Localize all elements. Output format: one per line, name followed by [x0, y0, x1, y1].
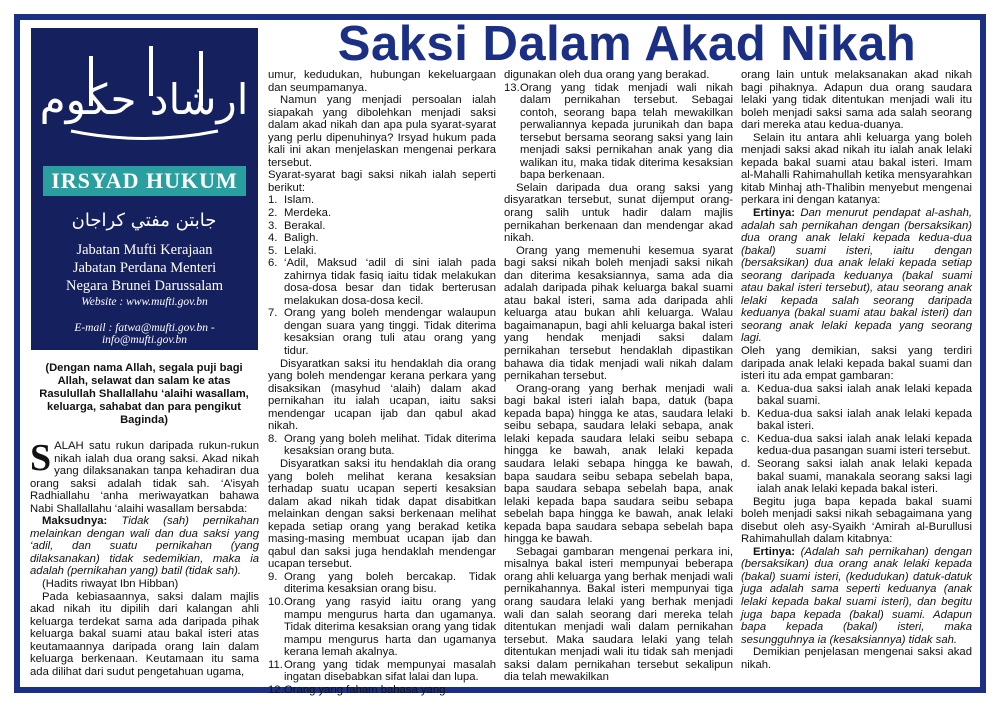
list-item-number: 6. [268, 257, 278, 270]
list-item-number: b. [741, 407, 751, 420]
list-item [268, 220, 496, 233]
list-item-text: Seorang saksi ialah anak lelaki kepada bakal suami, manakala seorang saksi lagi ialah anak lelaki kepada bakal isteri. [757, 457, 972, 496]
list-item-number: 5. [268, 244, 278, 257]
list-item [268, 232, 496, 245]
list-item-text: Orang yang rasyid iaitu orang yang mampu mengurus harta dan ugamanya. Tidak diterima kesaksian orang yang tidak mampu mengurus harta dan ugamanya kerana lemah akalnya. [284, 595, 496, 659]
list-item-text: Orang yang boleh melihat. Tidak diterima kesaksian orang buta. [284, 432, 496, 458]
list-item-text: Kedua-dua saksi ialah anak lelaki kepada kedua-dua pasangan suami isteri tersebut. [757, 432, 972, 458]
list-item-text: Kedua-dua saksi ialah anak lelaki kepada bakal isteri. [757, 407, 972, 433]
list-item-number: 10. [268, 595, 284, 608]
list-item-number: 1. [268, 194, 278, 207]
list-item [268, 207, 496, 220]
list-item [504, 82, 733, 182]
list-item [268, 571, 496, 596]
arabic-title-text: ارشاد حكوم [39, 75, 249, 124]
list-item-number: 13. [504, 81, 520, 94]
list-item [268, 659, 496, 684]
department-name: Jabatan Mufti Kerajaan Jabatan Perdana Menteri Negara Brunei Darussalam [65, 242, 224, 294]
drop-cap: S [30, 437, 52, 479]
list-item [268, 245, 496, 258]
bismillah-intro: (Dengan nama Allah, segala puji bagi Allah, selawat dan salam ke atas Rasulullah Shallallahu ‘alaihi wasallam, keluarga, sahabat dan para pengikut Baginda) [39, 362, 249, 426]
list-item-number: 8. [268, 432, 278, 445]
list-item-number: d. [741, 457, 751, 470]
list-item-text: ‘Adil, Maksud ‘adil di sini ialah pada zahirnya tidak fasiq iaitu tidak melakukan dosa-dosa besar dan tidak berterusan melakukan dosa-dosa kecil. [284, 257, 496, 307]
list-item-text: Orang yang faham bahasa yang [284, 683, 446, 696]
email-text: E-mail : fatwa@mufti.gov.bn - info@mufti.gov.bn [74, 322, 215, 346]
arabic-calligraphy-logo [39, 36, 249, 156]
list-item-text: Berakal. [284, 219, 326, 232]
arabic-subtitle-text: جابتن مفتي كراجان [71, 210, 217, 231]
list-item [268, 596, 496, 659]
list-item-text: Orang yang tidak mempunyai masalah ingatan disebabkan sifat lalai dan lupa. [284, 658, 496, 684]
column-1: SALAH satu rukun daripada rukun-rukun nikah ialah dua orang saksi. Akad nikah yang dilaksanakan tanpa kehadiran dua orang saksi adalah tidak sah. ‘A’isyah Radhiallahu ‘anha meriwayatkan bahawa Nabi Shallallahu ‘alaihi wasallam bersabda: Maksudnya: Tidak (sah) pernikahan melainkan dengan wali dan dua saksi yang ‘adil, dan suatu pernikahan (yang dilaksanakan) tidak sedemikian, maka ia adalah (pernikahan yang) batil (tidak sah). (Hadits riwayat Ibn Hibban) Pada kebiasaannya, saksi dalam majlis akad nikah itu dipilih dari kalangan ahli keluarga terdekat sama ada daripada pihak keluarga bakal suami atau bakal isteri atas keutamaannya daripada orang lain dalam keluarga berkenaan. Keutamaan itu sama ada dilihat dari sudut pengetahuan ugama, [30, 437, 259, 678]
list-item-number: 2. [268, 207, 278, 220]
list-item [268, 684, 496, 697]
list-item [268, 194, 496, 207]
list-item [268, 433, 496, 458]
list-item-text: Baligh. [284, 232, 319, 245]
irsyad-hukum-label: IRSYAD HUKUM [43, 166, 246, 196]
list-item-text: Lelaki. [284, 244, 317, 257]
list-item [741, 408, 972, 433]
list-item-number: 3. [268, 219, 278, 232]
list-item [268, 257, 496, 307]
website-text: Website : www.mufti.gov.bn [81, 296, 208, 308]
list-item-text: Islam. [284, 194, 315, 207]
list-item-text: Orang yang boleh mendengar walaupun dengan suara yang tinggi. Tidak diterima kesaksian orang tuli atau orang yang tidur. [284, 307, 496, 358]
list-item-text: Merdeka. [284, 207, 332, 220]
list-item [268, 307, 496, 357]
list-item [741, 433, 972, 458]
list-item [741, 383, 972, 408]
list-item-text: Orang yang boleh bercakap. Tidak diterima kesaksian orang bisu. [284, 570, 496, 596]
column-4: orang lain untuk melaksanakan akad nikah bagi pihaknya. Adapun dua orang saudara lelaki yang tidak ditentukan menjadi wali itu boleh menjadi saksi sama ada salah seorang dari mereka atau kedua-duanya. Selain itu antara ahli keluarga yang boleh menjadi saksi akad nikah itu ialah anak lelaki kepada bakal suami atau bakal isteri. Imam al-Mahalli Rahimahullah ketika mensyarahkan kitab Minhaj ath-Thalibin menyebut mengenai perkara ini dengan katanya: Ertinya: Dan menurut pendapat al-ashah, adalah sah pernikahan dengan (bersaksikan) dua orang anak lelaki kepada kedua-dua (bakal) suami isteri, iaitu dengan (bersaksikan) dua anak lelaki kepada setiap seorang daripada keduanya (bakal suami atau bakal isteri tersebut), atau seorang anak lelaki kepada salah seorang daripada keduanya (bakal suami atau bakal isteri) dan seorang anak lelaki kepada yang seorang lagi. Oleh yang demikian, saksi yang terdiri daripada anak lelaki kepada bakal suami dan isteri itu ada empat gambaran: a. Kedua-dua saksi ialah anak lelaki kepada bakal suami. b. Kedua-dua saksi ialah anak lelaki kepada bakal isteri. c. Kedua-dua saksi ialah anak lelaki kepada kedua-dua pasangan suami isteri tersebut. d. Seorang saksi ialah anak lelaki kepada bakal suami, manakala seorang saksi lagi ialah anak lelaki kepada bakal isteri. Begitu juga bapa kepada bakal suami boleh menjadi saksi nikah sebagaimana yang disebut oleh asy-Syaikh ‘Amirah al-Burullusi Rahimahullah dalam kitabnya: Ertinya: (Adalah sah pernikahan) dengan (bersaksikan) dua orang anak lelaki kepada (bakal) suami isteri, (kedudukan) datuk-datuk juga adalah sama seperti keduanya (anak lelaki kepada bakal suami isteri), dan begitu juga bapa kepada (bakal) suami. Adapun bapa kepada (bakal) isteri, maka sesungguhnya ia (kesaksiannya) tidak sah. Demikian penjelasan mengenai saksi akad nikah. [741, 69, 972, 671]
list-item-number: 7. [268, 307, 278, 320]
arabic-subtitle-logo [51, 200, 238, 240]
column-3: digunakan oleh dua orang yang berakad. 13. Orang yang tidak menjadi wali nikah dalam pernikahan tersebut. Sebagai contoh, seorang bapa telah mewakilkan perwaliannya kepada jurunikah dan bapa tersebut bersama seorang saksi yang lain menjadi saksi pernikahan anak yang dia walikan itu, maka tidak diterima kesaksian bapa berkenaan. Selain daripada dua orang saksi yang disyaratkan tersebut, sunat dijemput orang-orang salih untuk hadir dalam majlis pernikahan berkenaan dan mendengar akad nikah. Orang yang memenuhi kesemua syarat bagi saksi nikah boleh menjadi saksi nikah dan diterima kesaksiannya, sama ada dia adalah daripada pihak keluarga bakal suami atau bakal isteri, sama ada daripada ahli keluarga atau bukan ahli keluarga. Walau bagaimanapun, bagi ahli keluarga bakal isteri yang hendak menjadi saksi dalam pernikahan tersebut hendaklah dipastikan bahawa dia tidak menjadi wali nikah dalam pernikahan tersebut. Orang-orang yang berhak menjadi wali bagi bakal isteri ialah bapa, datuk (bapa kepada bapa) hingga ke atas, saudara lelaki seibu sebapa, saudara lelaki sebapa, anak lelaki kepada saudara lelaki seibu sebapa hingga ke bawah, anak lelaki kepada saudara lelaki sebapa hingga ke bawah, bapa saudara seibu sebapa sebelah bapa, bapa saudara sebapa sebelah bapa, anak lelaki kepada bapa saudara seibu sebapa sebelah bapa hingga ke bawah, anak lelaki kepada bapa saudara sebapa sebelah bapa hingga ke bawah. Sebagai gambaran mengenai perkara ini, misalnya bakal isteri mempunyai beberapa orang ahli keluarga yang berhak menjadi wali pernikahannya. Bakal isteri mempunyai tiga orang saudara lelaki yang berhak menjadi wali dan salah seorang dari mereka telah ditentukan menjadi wali dalam pernikahan tersebut. Maka saudara lelaki yang telah ditentukan menjadi wali itu tidak sah menjadi saksi dalam pernikahan tersebut sekalipun dia telah mewakilkan [504, 69, 733, 684]
list-item-number: a. [741, 382, 751, 395]
list-item-number: 9. [268, 570, 278, 583]
list-item-number: 4. [268, 232, 278, 245]
list-item-number: 11. [268, 658, 283, 671]
column-2: umur, kedudukan, hubungan kekeluargaan dan seumpamanya. Namun yang menjadi persoalan ialah siapakah yang dibolehkan menjadi saksi dalam akad nikah dan apa pula syarat-syarat yang perlu dipenuhinya? Irsyad hukum pada kali ini akan menjelaskan mengenai perkara tersebut. Syarat-syarat bagi saksi nikah ialah seperti berikut: 1. Islam. 2. Merdeka. 3. Berakal. 4. Baligh. 5. Lelaki. 6. ‘Adil, Maksud ‘adil di sini ialah pada zahirnya tidak fasiq iaitu tidak melakukan dosa-dosa besar dan tidak berterusan melakukan dosa-dosa kecil. 7. Orang yang boleh mendengar walaupun dengan suara yang tinggi. Tidak diterima kesaksian orang tuli atau orang yang tidur. Disyaratkan saksi itu hendaklah dia orang yang boleh mendengar kerana perkara yang disaksikan (masyhud ‘alaih) dalam akad pernikahan itu ialah ucapan, iaitu saksi mendengar ucapan ijab dan qabul akad nikah. 8. Orang yang boleh melihat. Tidak diterima kesaksian orang buta. Disyaratkan saksi itu hendaklah dia orang yang boleh melihat kerana kesaksian terhadap suatu ucapan seperti kesaksian dalam akad nikah tidak dapat disabitkan melainkan dengan saksi berkenaan melihat kepada setiap orang yang berakad ketika masing-masing membuat ucapan ijab dan qabul dan saksi juga hendaklah mendengar ucapan tersebut. 9. Orang yang boleh bercakap. Tidak diterima kesaksian orang bisu. 10. Orang yang rasyid iaitu orang yang mampu mengurus harta dan ugamanya. Tidak diterima kesaksian orang yang tidak mampu mengurus harta dan ugamanya kerana lemah akalnya. 11. Orang yang tidak mempunyai masalah ingatan disebabkan sifat lalai dan lupa. 12. Orang yang faham bahasa yang [268, 69, 496, 696]
irsyad-hukum-logo [31, 28, 258, 350]
list-item-number: 12. [268, 683, 284, 696]
list-item-text: Kedua-dua saksi ialah anak lelaki kepada bakal suami. [757, 382, 972, 408]
list-item [741, 458, 972, 496]
list-item-number: c. [741, 432, 750, 445]
page-title: Saksi Dalam Akad Nikah [337, 17, 917, 71]
list-item-text: Orang yang tidak menjadi wali nikah dalam pernikahan tersebut. Sebagai contoh, seorang bapa telah mewakilkan perwaliannya kepada jurunikah dan bapa tersebut bersama seorang saksi yang lain menjadi saksi pernikahan anak yang dia walikan itu, maka tidak diterima kesaksian bapa berkenaan. [520, 81, 733, 182]
